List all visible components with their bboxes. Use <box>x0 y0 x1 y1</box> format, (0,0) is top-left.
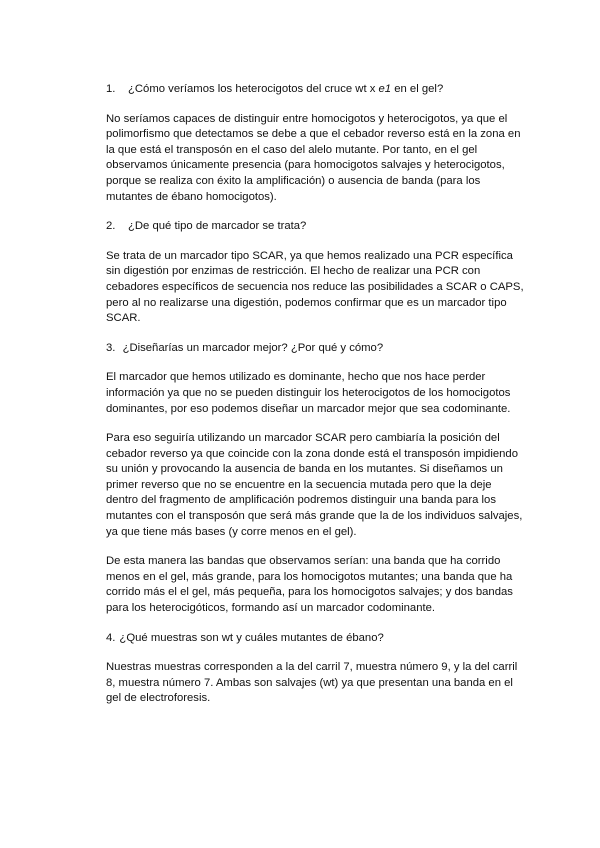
question-2 <box>106 219 526 235</box>
question-2-text: ¿De qué tipo de marcador se trata? <box>128 220 307 233</box>
answer-3-paragraph-2: Para eso seguiría utilizando un marcador SCAR pero cambiaría la posición del cebador reverso ya que coincide con la zona donde está el transposón impidiendo su unión y provocando la ausencia de banda en los mutantes. Si diseñamos un primer reverso que no se encuentre en la secuencia mutada pero que la deje dentro del fragmento de amplificación podremos distinguir una banda para los mutantes con el transposón que será más grande que la de los individuos salvajes, ya que tiene más bases (y corre menos en el gel). <box>106 432 523 538</box>
answer-1: No seríamos capaces de distinguir entre homocigotos y heterocigotos, ya que el polimorfismo que detectamos se debe a que el cebador reverso está en la zona en la que está el transposón en el caso del alelo mutante. Por tanto, en el gel observamos únicamente presencia (para homocigotos salvajes y heterocigotos, porque se realiza con éxito la amplificación) o ausencia de banda (para los mutantes de ébano homocigotos). <box>106 112 521 203</box>
question-1-text-after: en el gel? <box>391 83 444 95</box>
question-1-number: 1. <box>106 83 116 95</box>
document-page <box>106 82 526 721</box>
question-3-text: ¿Diseñarías un marcador mejor? ¿Por qué y cómo? <box>122 341 384 354</box>
answer-2: Se trata de un marcador tipo SCAR, ya que hemos realizado una PCR específica sin digestión por enzimas de restricción. El hecho de realizar una PCR con cebadores específicos de secuencia nos reduce las posibilidades a SCAR o CAPS, pero al no realizarse una digestión, podemos confirmar que es un marcador tipo SCAR. <box>106 249 524 325</box>
question-4-number: 4. <box>106 631 116 644</box>
question-1-text-before: ¿Cómo veríamos los heterocigotos del cruce wt x <box>128 83 379 95</box>
question-4 <box>106 631 526 647</box>
question-2-number: 2. <box>106 220 116 233</box>
question-1-text-italic: e1 <box>378 83 392 95</box>
question-3 <box>106 341 526 357</box>
question-1 <box>106 82 526 98</box>
answer-3-paragraph-3: De esta manera las bandas que observamos serían: una banda que ha corrido menos en el gel, más grande, para los homocigotos mutantes; una banda que ha corrido más el el gel, más pequeña, para los homocigotos salvajes; y dos bandas para los heterocigóticos, formando así un marcador codominante. <box>106 555 513 615</box>
answer-4: Nuestras muestras corresponden a la del carril 7, muestra número 9, y la del carril 8, muestra número 7. Ambas son salvajes (wt) ya que presentan una banda en el gel de electroforesis. <box>106 661 518 705</box>
question-1-text <box>128 83 443 95</box>
question-4-text: ¿Qué muestras son wt y cuáles mutantes de ébano? <box>119 631 384 644</box>
question-3-number: 3. <box>106 341 116 354</box>
answer-3-paragraph-1: El marcador que hemos utilizado es dominante, hecho que nos hace perder información ya que no se pueden distinguir los heterocigotos de los homocigotos dominantes, por eso podemos diseñar un marcador mejor que sea codominante. <box>106 371 511 415</box>
